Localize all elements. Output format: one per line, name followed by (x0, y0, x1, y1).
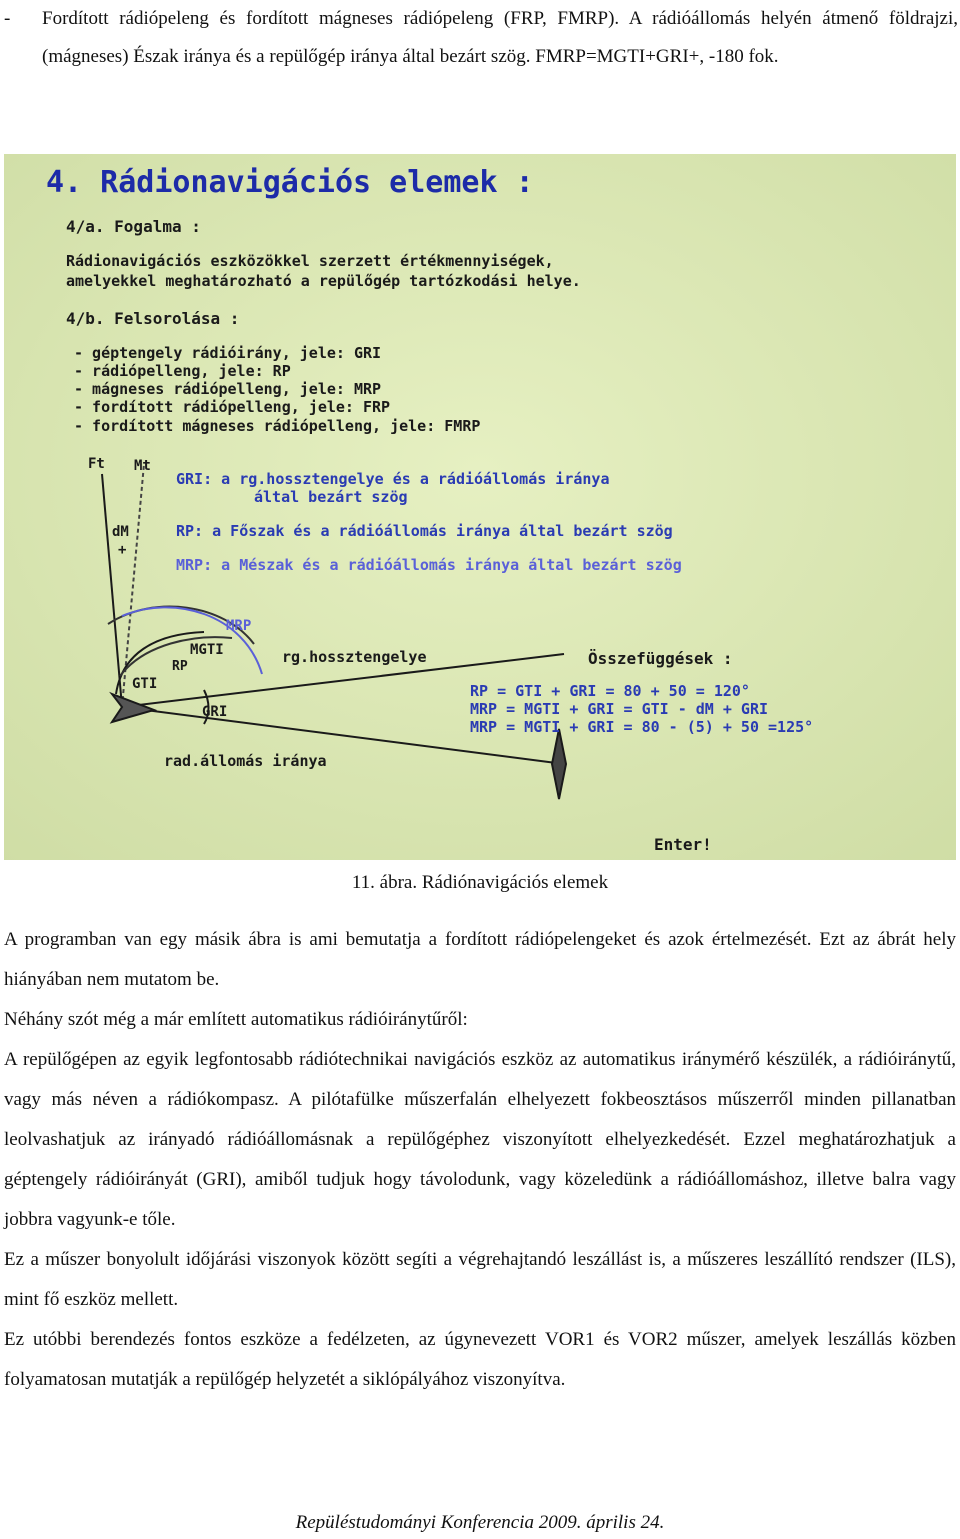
label-mt: Mt (134, 458, 151, 474)
label-axis: rg.hossztengelye (282, 648, 427, 666)
paragraph: Ez a műszer bonyolult időjárási viszonyok között segíti a végrehajtandó leszállást is, a műszeres leszállító rendszer (ILS), mint fő eszköz mellett. (4, 1249, 956, 1310)
label-gri: GRI (202, 704, 228, 720)
paragraph: Néhány szót még a már említett automatikus rádióiránytűről: (4, 1009, 468, 1030)
label-plus: + (118, 542, 127, 558)
body-text (4, 920, 956, 1400)
list-item: - géptengely rádióirány, jele: GRI (74, 344, 382, 362)
list-item: - rádiópelleng, jele: RP (74, 362, 291, 380)
label-rp: RP (172, 659, 188, 674)
figure-canvas (4, 154, 956, 860)
figure-screenshot (4, 154, 956, 860)
paragraph: A repülőgépen az egyik legfontosabb rádiótechnikai navigációs eszköz az automatikus iránymérő készülék, a rádióiránytű, vagy más néven a rádiókompasz. A pilótafülke műszerfalán elhelyezett fokbeosztásos műszerről minden pillanatban leolvashatjuk az irányadó rádióállomásnak a repülőgéphez viszonyított elhelyezkedését. Ezzel meghatározhatjuk a géptengely rádióirányát (GRI), amiből tudjuk hogy távolodunk, vagy közeledünk a rádióállomáshoz, illetve balra vagy jobbra vagyunk-e tőle. (4, 1049, 956, 1230)
label-dm: dM (112, 524, 129, 540)
section-b-heading: 4/b. Felsorolása : (66, 309, 240, 328)
page-footer: Repüléstudományi Konferencia 2009. április 24. (295, 1512, 665, 1533)
bullet-text: Fordított rádiópeleng és fordított mágneses rádiópeleng (FRP, FMRP). A rádióállomás helyén átmenő földrajzi, (mágneses) Észak iránya és a repülőgép iránya által bezárt szög. FMRP=MGTI+GRI+, -180 fok. (42, 8, 958, 67)
definition-gri-cont: által bezárt szög (254, 488, 408, 506)
label-station: rad.állomás iránya (164, 752, 327, 770)
enter-prompt: Enter! (654, 835, 712, 854)
bullet-marker: - (4, 8, 11, 29)
label-gti: GTI (132, 676, 158, 692)
relation-line: RP = GTI + GRI = 80 + 50 = 120° (470, 682, 750, 700)
section-a-line: amelyekkel meghatározható a repülőgép tartózkodási helye. (66, 272, 581, 290)
paragraph: A programban van egy másik ábra is ami bemutatja a fordított rádiópelengeket és azok értelmezését. Ezt az ábrát hely hiányában nem mutatom be. (4, 929, 956, 990)
list-item: - fordított rádiópelleng, jele: FRP (74, 398, 391, 416)
relation-line: MRP = MGTI + GRI = 80 - (5) + 50 =125° (470, 718, 814, 736)
section-a-heading: 4/a. Fogalma : (66, 217, 201, 236)
label-ft: Ft (88, 456, 105, 472)
figure-title: 4. Rádionavigációs elemek : (46, 165, 534, 200)
label-mgti: MGTI (190, 642, 224, 658)
relation-line: MRP = MGTI + GRI = GTI - dM + GRI (470, 700, 769, 718)
bullet-item (4, 0, 958, 76)
definition-gri: GRI: a rg.hossztengelye és a rádióállomás iránya (176, 470, 610, 488)
figure-caption: 11. ábra. Rádiónavigációs elemek (351, 872, 609, 893)
label-mrp: MRP (226, 618, 252, 634)
paragraph: Ez utóbbi berendezés fontos eszköze a fedélzeten, az úgynevezett VOR1 és VOR2 műszer, amelyek leszállás közben folyamatosan mutatják a repülőgép helyzetét a siklópályához viszonyítva. (4, 1329, 956, 1390)
list-item: - fordított mágneses rádiópelleng, jele: FMRP (74, 417, 481, 435)
definition-rp: RP: a Főszak és a rádióállomás iránya által bezárt szög (176, 522, 673, 540)
definition-mrp: MRP: a Mészak és a rádióállomás iránya által bezárt szög (176, 556, 682, 574)
section-a-line: Rádionavigációs eszközökkel szerzett értékmennyiségek, (66, 252, 554, 270)
relations-heading: Összefüggések : (588, 649, 733, 668)
list-item: - mágneses rádiópelleng, jele: MRP (74, 380, 382, 398)
